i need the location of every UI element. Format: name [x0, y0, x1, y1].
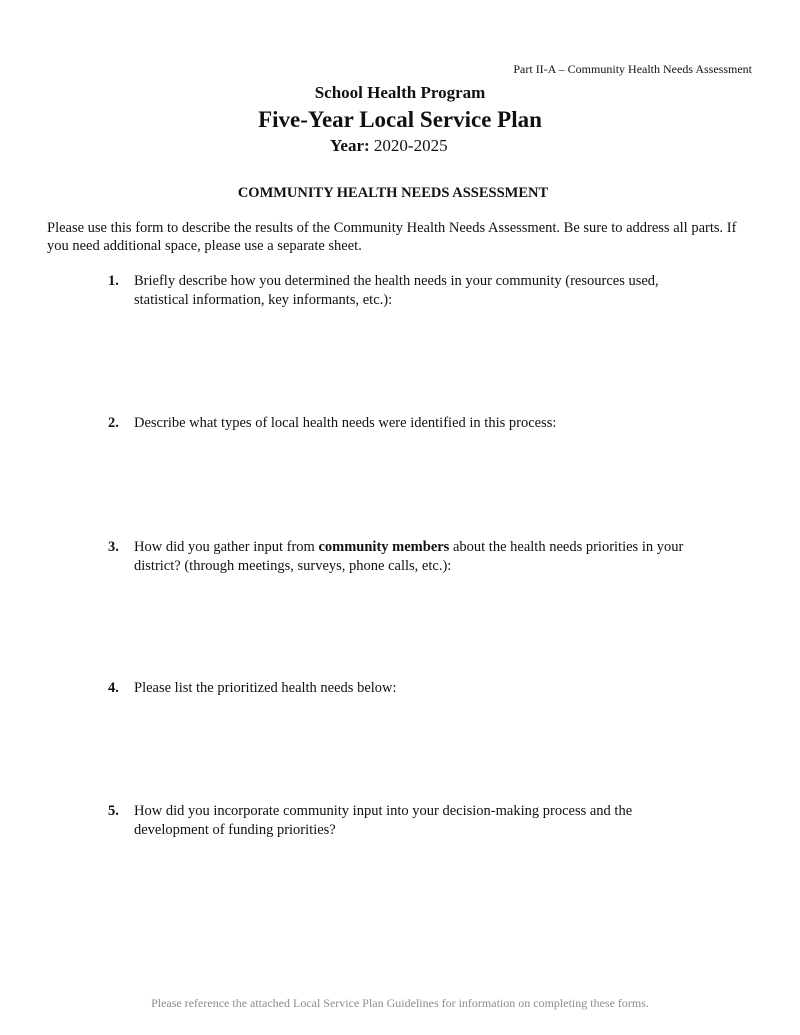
- question-5-text: How did you incorporate community input into your decision-making process and the development of funding priorities?: [134, 803, 633, 838]
- year-label: Year:: [330, 136, 370, 155]
- question-3-number: 3.: [108, 539, 119, 555]
- question-1: [108, 272, 708, 310]
- question-4-number: 4.: [108, 680, 119, 696]
- question-3-text-start: How did you gather input from: [134, 539, 319, 555]
- program-name: School Health Program: [314, 83, 486, 102]
- question-1-number: 1.: [108, 273, 119, 289]
- instructions-paragraph: Please use this form to describe the results of the Community Health Needs Assessment. Be sure to address all parts. If you need additional space, please use a separate sheet.: [47, 220, 737, 254]
- section-title: COMMUNITY HEALTH NEEDS ASSESSMENT: [237, 185, 549, 201]
- question-2-text: Describe what types of local health needs were identified in this process:: [134, 415, 557, 431]
- year-line: [330, 136, 448, 156]
- question-4-text: Please list the prioritized health needs below:: [134, 680, 397, 696]
- question-3-text-end: about the health needs priorities in your district? (through meetings, surveys, phone calls, etc.):: [134, 539, 684, 574]
- question-3-emphasis: community members: [318, 539, 450, 555]
- question-3: [108, 538, 728, 576]
- question-4: [108, 679, 708, 698]
- question-5: [108, 802, 708, 840]
- question-2: [108, 414, 708, 433]
- year-value: 2020-2025: [373, 136, 448, 155]
- part-reference: Part II-A – Community Health Needs Assessment: [513, 62, 752, 76]
- plan-title: Five-Year Local Service Plan: [258, 107, 542, 132]
- footer-note: Please reference the attached Local Service Plan Guidelines for information on completing these forms.: [151, 996, 649, 1010]
- question-1-text: Briefly describe how you determined the health needs in your community (resources used, statistical information, key informants, etc.):: [134, 273, 659, 308]
- question-2-number: 2.: [108, 415, 119, 431]
- question-3-text: [134, 538, 728, 576]
- question-5-number: 5.: [108, 803, 119, 819]
